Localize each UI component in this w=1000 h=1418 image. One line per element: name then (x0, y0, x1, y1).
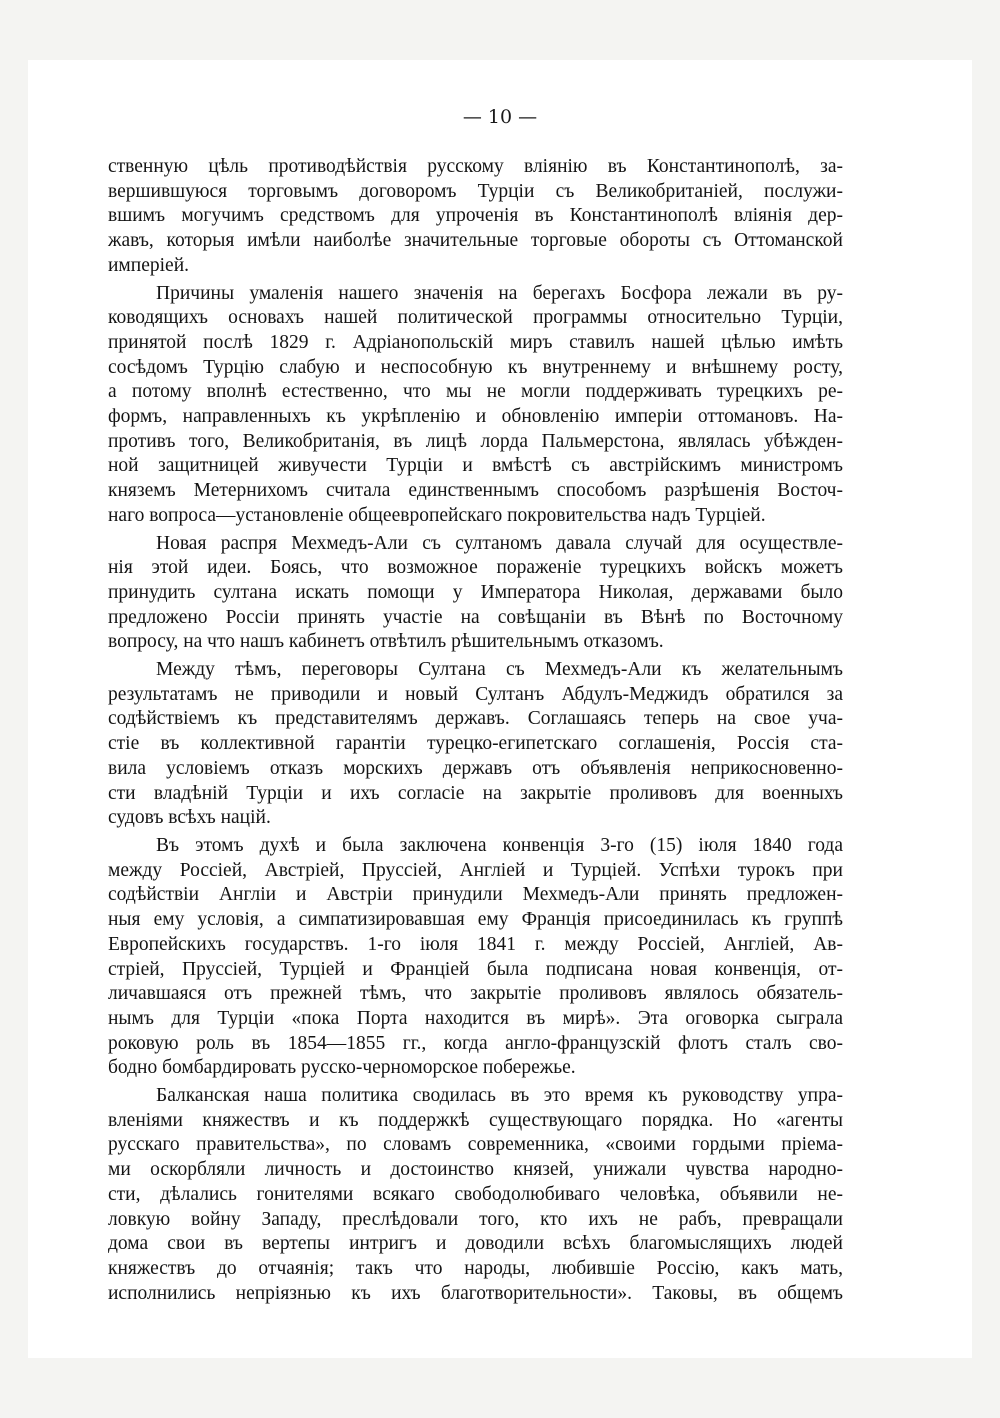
text-line: бодно бомбардировать русско-черноморское побережье. (108, 1057, 576, 1079)
text-line: Европейскихъ государствъ. 1-го іюля 1841 г. между Россіей, Англіей, Ав- (108, 933, 843, 955)
text-line: результатамъ не приводили и новый Султанъ Абдулъ-Меджидъ обратился за (108, 683, 843, 705)
text-line: сосѣдомъ Турцію слабую и неспособную къ внутреннему и внѣшнему росту, (108, 356, 843, 378)
page-number: — 10 — (462, 106, 538, 128)
paragraph (108, 1084, 843, 1306)
text-line: вила условіемъ отказъ морскихъ державъ отъ объявленія неприкосновенно- (108, 757, 843, 779)
text-line: сти владѣній Турціи и ихъ согласіе на закрытіе проливовъ для военныхъ (108, 782, 843, 804)
text-line: Въ этомъ духѣ и была заключена конвенція 3-го (15) іюля 1840 года (156, 834, 843, 856)
text-line: содѣйствіемъ къ представителямъ державъ. Соглашаясь теперь на свое уча- (108, 708, 843, 730)
paragraph (108, 532, 843, 656)
text-line: роковую роль въ 1854—1855 гг., когда англо-французскій флотъ сталъ сво- (108, 1032, 843, 1054)
text-line: русскаго правительства», по словамъ современника, «своими гордыми пріема- (108, 1134, 843, 1156)
text-line: стріей, Пруссіей, Турціей и Франціей была подписана новая конвенція, от- (108, 958, 843, 980)
text-line: исполнились непріязнью къ ихъ благотворительности». Таковы, въ общемъ (108, 1282, 843, 1304)
text-line: Между тѣмъ, переговоры Султана съ Мехмедъ-Али къ желательнымъ (156, 659, 843, 681)
text-line: предложено Россіи принять участіе на совѣщаніи въ Вѣнѣ по Восточному (108, 606, 843, 628)
text-line: между Россіей, Австріей, Пруссіей, Англіей и Турціей. Успѣхи турокъ при (108, 859, 843, 881)
text-line: судовъ всѣхъ націй. (108, 807, 271, 829)
text-line: вшимъ могучимъ средствомъ для упроченія въ Константинополѣ вліянія дер- (108, 205, 843, 227)
text-line: нымъ для Турціи «пока Порта находится въ мирѣ». Эта оговорка сыграла (108, 1007, 843, 1029)
text-line: Новая распря Мехмедъ-Али съ султаномъ давала случай для осуществле- (156, 532, 843, 554)
text-line: ми оскорбляли личность и достоинство князей, унижали чувства народно- (108, 1159, 843, 1181)
text-line: Балканская наша политика сводилась въ это время къ руководству упра- (156, 1085, 843, 1107)
text-line: личавшаяся отъ прежней тѣмъ, что закрытіе проливовъ являлось обязатель- (108, 983, 843, 1005)
paragraph (108, 155, 843, 279)
text-line: вленіями княжествъ и къ поддержкѣ существующаго порядка. Но «агенты (108, 1109, 843, 1131)
text-line: наго вопроса—установленіе общеевропейскаго покровительства надъ Турціей. (108, 504, 766, 526)
text-line: Причины умаленія нашего значенія на берегахъ Босфора лежали въ ру- (156, 282, 843, 304)
text-line: стіе въ коллективной гарантіи турецко-египетскаго соглашенія, Россія ста- (108, 733, 843, 755)
text-line: формъ, направленныхъ къ укрѣпленію и обновленію имперіи оттомановъ. На- (108, 406, 843, 428)
text-line: княжествъ до отчаянія; такъ что народы, любившіе Россію, какъ мать, (108, 1257, 843, 1279)
text-line: ственную цѣль противодѣйствія русскому вліянію въ Константинополѣ, за- (108, 156, 843, 177)
text-line: противъ того, Великобританія, въ лицѣ лорда Пальмерстона, являлась убѣжден- (108, 430, 843, 452)
text-line: вершившуюся торговымъ договоромъ Турціи съ Великобританіей, послужи- (108, 180, 843, 202)
paragraph (108, 282, 843, 529)
text-line: ной защитницей живучести Турціи и вмѣстѣ съ австрійскимъ министромъ (108, 455, 843, 477)
text-line: княземъ Метернихомъ считала единственнымъ способомъ разрѣшенія Восточ- (108, 480, 843, 502)
text-line: содѣйствіи Англіи и Австріи принудили Мехмедъ-Али принять предложен- (108, 884, 843, 906)
text-line: ловкую войну Западу, преслѣдовали того, кто ихъ не рабъ, превращали (108, 1208, 843, 1230)
text-line: ныя ему условія, а симпатизировавшая ему Франція присоединилась къ группѣ (108, 909, 843, 931)
text-line: имперіей. (108, 254, 189, 276)
text-line: а потому вполнѣ естественно, что мы не могли поддерживать турецкихъ ре- (108, 381, 843, 403)
body-text (108, 155, 843, 1306)
text-line: сти, дѣлались гонителями всякаго свободолюбиваго человѣка, объявили не- (108, 1183, 843, 1205)
text-line: нія этой идеи. Боясь, что возможное пораженіе турецкихъ войскъ можетъ (108, 557, 843, 579)
text-line: жавъ, которыя имѣли наиболѣе значительные торговые обороты съ Оттоманской (108, 230, 843, 252)
text-line: принятой послѣ 1829 г. Адріанопольскій миръ ставилъ нашей цѣлью имѣть (108, 331, 843, 353)
paragraph (108, 834, 843, 1081)
text-line: принудить султана искать помощи у Императора Николая, державами было (108, 581, 843, 603)
text-line: дома свои въ вертепы интригъ и доводили всѣхъ благомыслящихъ людей (108, 1233, 843, 1255)
text-line: вопросу, на что нашъ кабинетъ отвѣтилъ рѣшительнымъ отказомъ. (108, 631, 664, 653)
text-line: ководящихъ основахъ нашей политической программы относительно Турціи, (108, 307, 843, 329)
paragraph (108, 658, 843, 831)
